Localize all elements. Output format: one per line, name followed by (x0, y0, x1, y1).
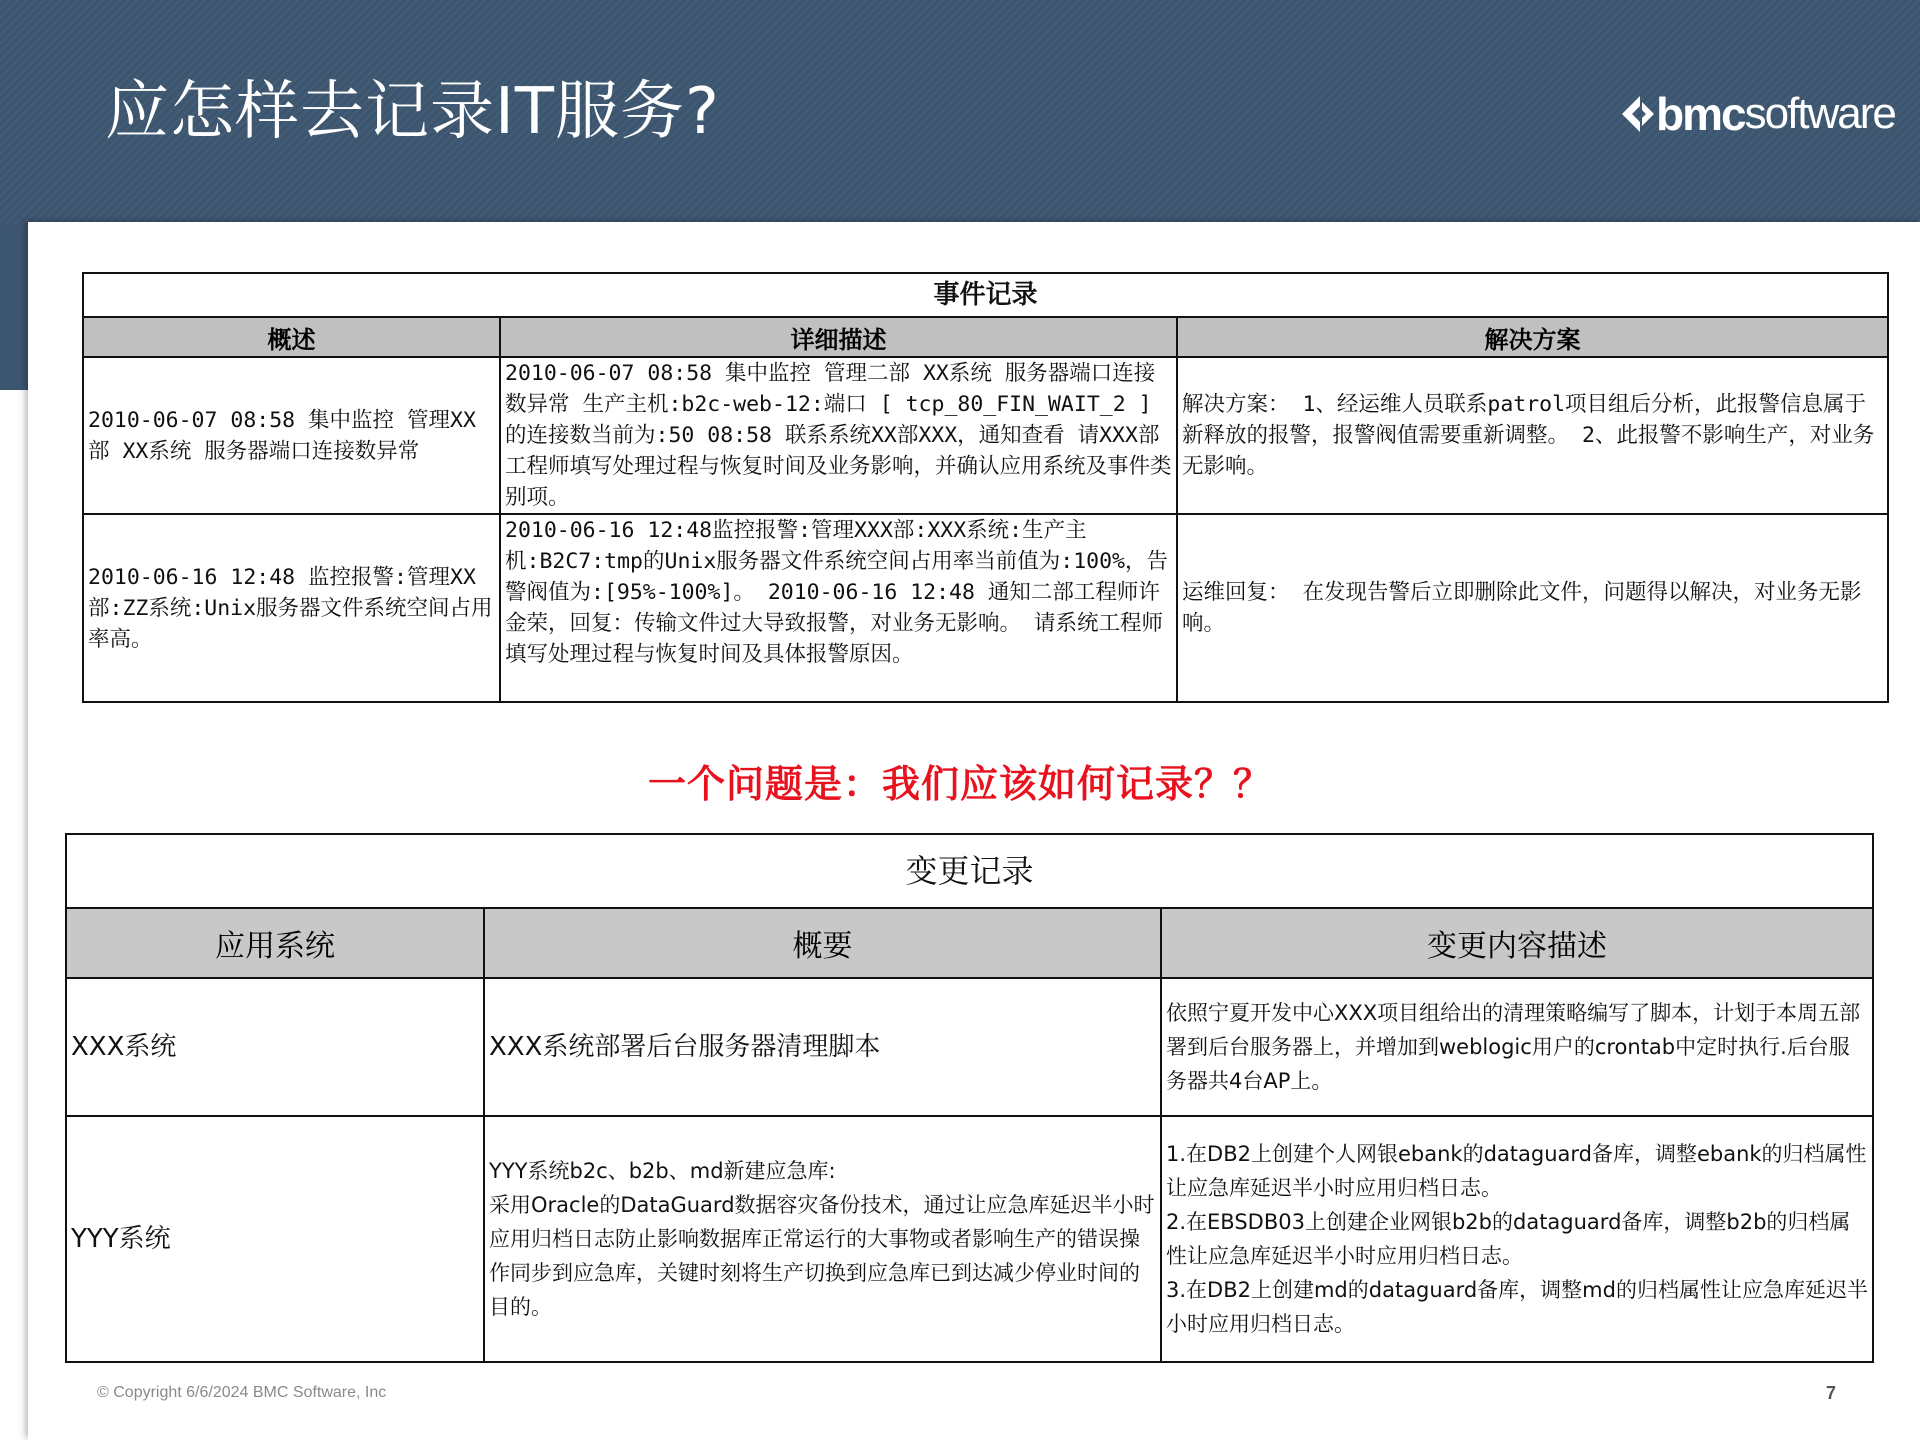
change-system-cell: XXX系统 (66, 978, 484, 1116)
incident-header-summary: 概述 (83, 317, 500, 357)
incident-summary-cell: 2010-06-16 12:48 监控报警:管理XX部:ZZ系统:Unix服务器文件系统空间占用率高。 (83, 514, 500, 702)
change-summary-line: XXX系统部署后台服务器清理脚本 (489, 1032, 881, 1062)
incident-header-solution: 解决方案 (1177, 317, 1888, 357)
logo-text-bmc: bmc (1656, 88, 1745, 140)
change-header-system: 应用系统 (66, 908, 484, 978)
logo-text-software: software (1744, 89, 1895, 138)
table-row (66, 1116, 1873, 1362)
change-header-summary: 概要 (484, 908, 1161, 978)
incident-record-table (82, 272, 1889, 703)
change-description-line: 2.在EBSDB03上创建企业网银b2b的dataguard备库，调整b2b的归档属性让应急库延迟半小时应用归档日志。 (1166, 1210, 1851, 1268)
change-table-caption: 变更记录 (66, 834, 1873, 908)
change-description-cell (1161, 1116, 1873, 1362)
incident-table-caption: 事件记录 (83, 273, 1888, 317)
incident-header-detail: 详细描述 (500, 317, 1177, 357)
table-row (83, 357, 1888, 514)
change-description-line: 1.在DB2上创建个人网银ebank的dataguard备库，调整ebank的归档属性让应急库延迟半小时应用归档日志。 (1166, 1142, 1867, 1200)
question-heading: 一个问题是：我们应该如何记录？？ (647, 762, 1272, 806)
change-description-line: 依照宁夏开发中心XXX项目组给出的清理策略编写了脚本，计划于本周五部署到后台服务器上，并增加到weblogic用户的crontab中定时执行.后台服务器共4台AP上。 (1166, 1001, 1861, 1093)
incident-solution-cell: 运维回复： 在发现告警后立即删除此文件，问题得以解决，对业务无影响。 (1177, 514, 1888, 702)
bmc-logo-icon (1620, 94, 1654, 134)
table-row (66, 978, 1873, 1116)
change-summary-line: 采用Oracle的DataGuard数据容灾备份技术，通过让应急库延迟半小时应用归档日志防止影响数据库正常运行的大事物或者影响生产的错误操作同步到应急库，关键时刻将生产切换到应急库已到达减少停业时间的目的。 (489, 1193, 1155, 1319)
change-summary-cell (484, 978, 1161, 1116)
change-record-table (65, 833, 1874, 1363)
incident-detail-cell: 2010-06-07 08:58 集中监控 管理二部 XX系统 服务器端口连接数异常 生产主机:b2c-web-12:端口 [ tcp_80_FIN_WAIT_2 ]的连接数当前为:50 08:58 联系系统XX部XXX，通知查看 请XXX部工程师填写处理过程与恢复时间及业务影响，并确认应用系统及事件类别项。 (500, 357, 1177, 514)
incident-detail-cell: 2010-06-16 12:48监控报警:管理XXX部:XXX系统:生产主机:B2C7:tmp的Unix服务器文件系统空间占用率当前值为:100%，告警阀值为:[95%-100%]。 2010-06-16 12:48 通知二部工程师许金荣，回复：传输文件过大导致报警，对业务无影响。 请系统工程师填写处理过程与恢复时间及具体报警原因。 (500, 514, 1177, 702)
bmc-logo (1620, 84, 1895, 144)
change-system-cell: YYY系统 (66, 1116, 484, 1362)
copyright-footer: © Copyright 6/6/2024 BMC Software, Inc (97, 1384, 387, 1401)
change-summary-cell (484, 1116, 1161, 1362)
incident-solution-cell: 解决方案： 1、经运维人员联系patrol项目组后分析，此报警信息属于新释放的报警，报警阀值需要重新调整。 2、此报警不影响生产，对业务无影响。 (1177, 357, 1888, 514)
change-description-line: 3.在DB2上创建md的dataguard备库，调整md的归档属性让应急库延迟半小时应用归档日志。 (1166, 1278, 1868, 1336)
left-accent-strip (0, 225, 30, 390)
change-summary-line: YYY系统b2c、b2b、md新建应急库: (489, 1159, 836, 1183)
change-description-cell (1161, 978, 1873, 1116)
incident-summary-cell: 2010-06-07 08:58 集中监控 管理XX部 XX系统 服务器端口连接数异常 (83, 357, 500, 514)
table-row (83, 514, 1888, 702)
page-number: 7 (1826, 1383, 1837, 1403)
slide-title: 应怎样去记录IT服务? (105, 75, 720, 149)
change-header-description: 变更内容描述 (1161, 908, 1873, 978)
